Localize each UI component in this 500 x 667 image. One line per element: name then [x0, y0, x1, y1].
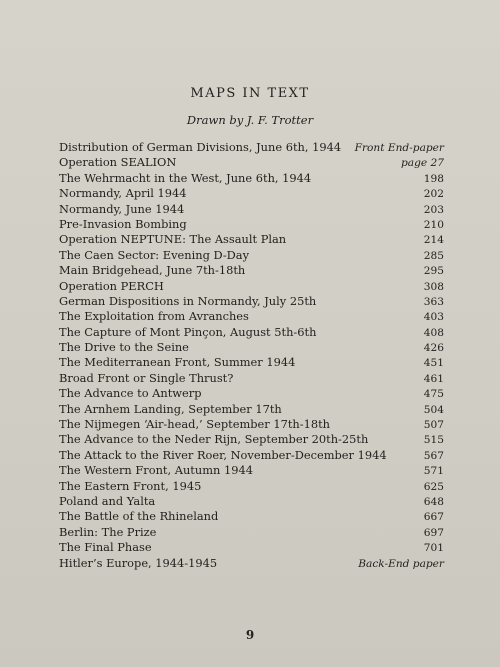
- page-number: 9: [245, 628, 255, 642]
- list-item: [59, 309, 444, 324]
- map-title: The Mediterranean Front, Summer 1944: [59, 355, 296, 370]
- page-reference: 285: [423, 249, 444, 262]
- page-reference: 198: [423, 172, 444, 185]
- page-reference: 461: [423, 372, 444, 385]
- list-item: [59, 294, 444, 309]
- map-title: The Drive to the Seine: [59, 340, 189, 355]
- page-reference: 667: [423, 511, 444, 524]
- map-title: Berlin: The Prize: [59, 524, 157, 539]
- page-reference: 504: [423, 403, 444, 416]
- map-title: Poland and Yalta: [59, 493, 156, 508]
- list-item: [59, 509, 444, 524]
- page-reference: page 27: [401, 157, 444, 170]
- list-item: [59, 371, 444, 386]
- list-item: [59, 186, 444, 201]
- list-item: [59, 448, 444, 463]
- page-reference: 507: [423, 419, 444, 432]
- page-reference: 363: [423, 295, 444, 308]
- map-title: The Nijmegen ‘Air-head,’ September 17th-18th: [59, 417, 331, 432]
- map-title: The Caen Sector: Evening D-Day: [59, 247, 250, 262]
- page-title: MAPS IN TEXT: [190, 86, 310, 101]
- map-title: Pre-Invasion Bombing: [59, 216, 187, 231]
- map-title: The Arnhem Landing, September 17th: [59, 401, 282, 416]
- list-item: [59, 463, 444, 478]
- map-title: Operation SEALION: [59, 155, 177, 170]
- maps-list: [59, 140, 444, 571]
- list-item: [59, 432, 444, 447]
- page-reference: 202: [423, 188, 444, 201]
- list-item: [59, 417, 444, 432]
- list-item: [59, 155, 444, 170]
- list-item: [59, 355, 444, 370]
- page-reference: 408: [423, 326, 444, 339]
- page-reference: 475: [423, 388, 444, 401]
- page-reference: 451: [423, 357, 444, 370]
- list-item: [59, 217, 444, 232]
- list-item: [59, 556, 444, 571]
- map-title: German Dispositions in Normandy, July 25th: [59, 293, 317, 308]
- page-reference: 567: [423, 449, 444, 462]
- page-reference: 697: [423, 526, 444, 539]
- map-title: Normandy, April 1944: [59, 186, 187, 201]
- page-reference: 308: [423, 280, 444, 293]
- map-title: Normandy, June 1944: [59, 201, 185, 216]
- map-title: The Eastern Front, 1945: [59, 478, 202, 493]
- page-reference: Back-End paper: [358, 557, 444, 570]
- page-reference: 426: [423, 342, 444, 355]
- page-reference: 625: [423, 480, 444, 493]
- map-title: The Battle of the Rhineland: [59, 509, 219, 524]
- map-title: The Final Phase: [59, 540, 152, 555]
- map-title: The Advance to the Neder Rijn, September 20th-25th: [59, 432, 369, 447]
- map-title: The Wehrmacht in the West, June 6th, 1944: [59, 170, 312, 185]
- list-item: [59, 232, 444, 247]
- list-item: [59, 525, 444, 540]
- map-title: Main Bridgehead, June 7th-18th: [59, 263, 246, 278]
- list-item: [59, 279, 444, 294]
- page-reference: 701: [423, 542, 444, 555]
- page-reference: 648: [423, 495, 444, 508]
- list-item: [59, 263, 444, 278]
- page-reference: 295: [423, 265, 444, 278]
- page-reference: 403: [423, 311, 444, 324]
- list-item: [59, 325, 444, 340]
- page-reference: 210: [423, 218, 444, 231]
- list-item: [59, 140, 444, 155]
- list-item: [59, 494, 444, 509]
- map-title: Broad Front or Single Thrust?: [59, 370, 234, 385]
- map-title: The Capture of Mont Pinçon, August 5th-6th: [59, 324, 317, 339]
- page-reference: 203: [423, 203, 444, 216]
- page-reference: 515: [423, 434, 444, 447]
- list-item: [59, 248, 444, 263]
- list-item: [59, 202, 444, 217]
- map-title: Hitler’s Europe, 1944-1945: [59, 555, 218, 570]
- map-title: Operation PERCH: [59, 278, 164, 293]
- map-title: The Advance to Antwerp: [59, 386, 202, 401]
- page-reference: 571: [423, 465, 444, 478]
- list-item: [59, 340, 444, 355]
- page-reference: 214: [423, 234, 444, 247]
- list-item: [59, 402, 444, 417]
- map-title: The Western Front, Autumn 1944: [59, 463, 253, 478]
- list-item: [59, 479, 444, 494]
- map-title: The Exploitation from Avranches: [59, 309, 249, 324]
- map-title: Operation NEPTUNE: The Assault Plan: [59, 232, 287, 247]
- map-title: The Attack to the River Roer, November-December 1944: [59, 447, 387, 462]
- list-item: [59, 386, 444, 401]
- map-title: Distribution of German Divisions, June 6th, 1944: [59, 140, 342, 154]
- list-item: [59, 540, 444, 555]
- page-subtitle: Drawn by J. F. Trotter: [186, 113, 314, 127]
- list-item: [59, 171, 444, 186]
- page-reference: Front End-paper: [354, 142, 444, 154]
